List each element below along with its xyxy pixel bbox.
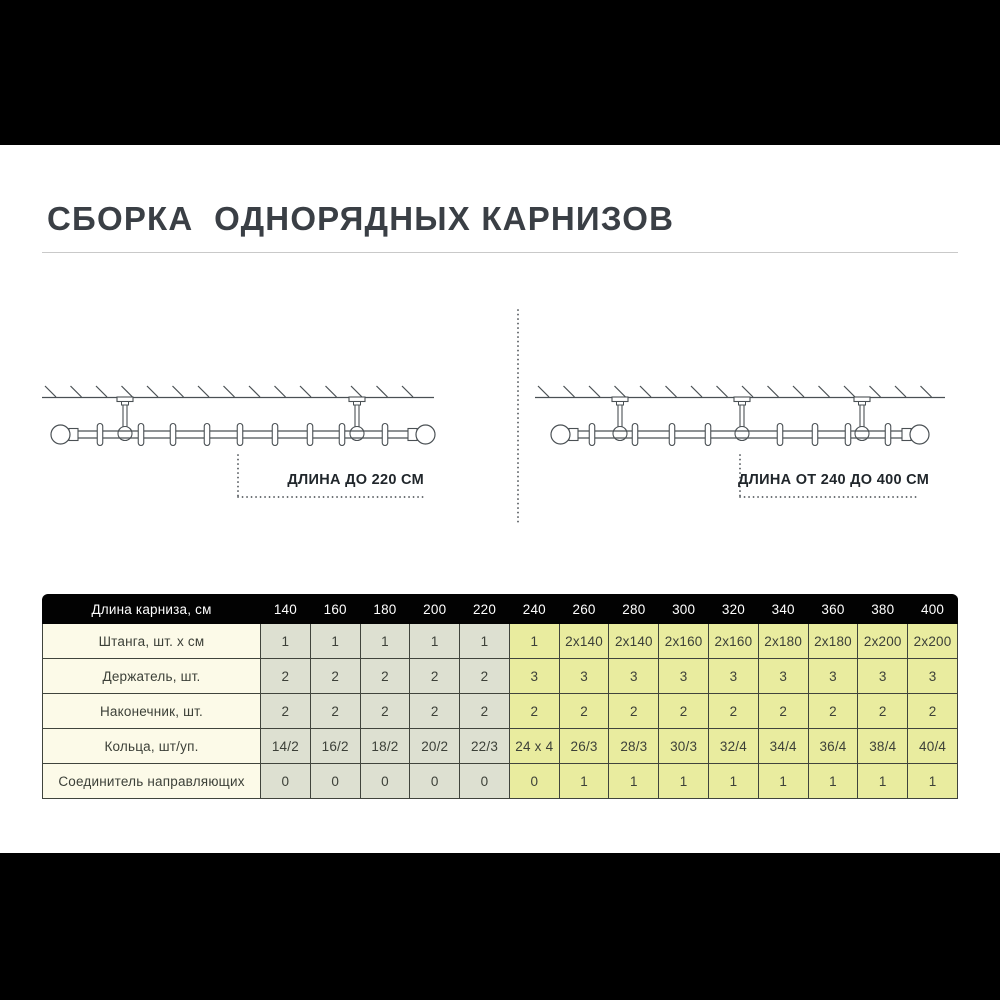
table-cell: 2 bbox=[659, 694, 709, 729]
bracket bbox=[349, 397, 365, 441]
table-cell: 2x180 bbox=[758, 624, 808, 659]
bracket-neck bbox=[859, 402, 866, 406]
table-cell: 3 bbox=[758, 659, 808, 694]
ceiling-hatch bbox=[819, 386, 830, 397]
ceiling-hatch bbox=[895, 386, 906, 397]
ceiling-hatch bbox=[615, 386, 626, 397]
page-title: СБОРКА ОДНОРЯДНЫХ КАРНИЗОВ bbox=[47, 200, 675, 237]
table-cell: 1 bbox=[261, 624, 311, 659]
table-cell: 2x200 bbox=[908, 624, 958, 659]
ceiling-hatch bbox=[300, 386, 311, 397]
table-cell: 2 bbox=[261, 694, 311, 729]
row-label-cell: Штанга, шт. x см bbox=[43, 624, 261, 659]
ceiling-hatch bbox=[666, 386, 677, 397]
table-cell: 1 bbox=[609, 764, 659, 799]
table-cell: 3 bbox=[609, 659, 659, 694]
ceiling-hatch bbox=[224, 386, 235, 397]
header-col-380: 380 bbox=[858, 595, 908, 624]
row-label-cell: Кольца, шт/уп. bbox=[43, 729, 261, 764]
curtain-ring bbox=[307, 424, 313, 446]
ceiling-hatch bbox=[402, 386, 413, 397]
finial-ball bbox=[51, 425, 70, 444]
table-cell: 22/3 bbox=[460, 729, 510, 764]
curtain-ring bbox=[885, 424, 891, 446]
bracket-neck bbox=[739, 402, 746, 406]
table-row bbox=[43, 729, 958, 764]
bracket-neck bbox=[354, 402, 361, 406]
table-cell: 1 bbox=[908, 764, 958, 799]
ceiling-hatch bbox=[538, 386, 549, 397]
ceiling-hatch bbox=[742, 386, 753, 397]
curtain-ring bbox=[138, 424, 144, 446]
table-cell: 2 bbox=[858, 694, 908, 729]
table-cell: 3 bbox=[509, 659, 559, 694]
ceiling-hatch bbox=[249, 386, 260, 397]
table-cell: 24 x 4 bbox=[509, 729, 559, 764]
table-row bbox=[43, 764, 958, 799]
header-col-320: 320 bbox=[709, 595, 759, 624]
bracket-flange bbox=[734, 397, 750, 402]
table-cell: 0 bbox=[509, 764, 559, 799]
header-col-160: 160 bbox=[310, 595, 360, 624]
header-col-280: 280 bbox=[609, 595, 659, 624]
curtain-ring bbox=[272, 424, 278, 446]
curtain-ring bbox=[237, 424, 243, 446]
header-col-300: 300 bbox=[659, 595, 709, 624]
bracket-flange bbox=[117, 397, 133, 402]
ceiling-hatch bbox=[870, 386, 881, 397]
header-col-340: 340 bbox=[758, 595, 808, 624]
bracket-flange bbox=[349, 397, 365, 402]
table-cell: 3 bbox=[659, 659, 709, 694]
table-cell: 2x160 bbox=[709, 624, 759, 659]
row-label-cell: Соединитель направляющих bbox=[43, 764, 261, 799]
parts-table bbox=[42, 594, 958, 799]
table-cell: 0 bbox=[410, 764, 460, 799]
table-cell: 0 bbox=[360, 764, 410, 799]
table-cell: 2 bbox=[808, 694, 858, 729]
table-row bbox=[43, 659, 958, 694]
table-row bbox=[43, 694, 958, 729]
table-cell: 40/4 bbox=[908, 729, 958, 764]
ceiling-hatch bbox=[45, 386, 56, 397]
ceiling-hatch bbox=[351, 386, 362, 397]
ceiling-hatch bbox=[691, 386, 702, 397]
curtain-ring bbox=[589, 424, 595, 446]
table-cell: 14/2 bbox=[261, 729, 311, 764]
ceiling-hatch bbox=[921, 386, 932, 397]
ceiling-hatch bbox=[275, 386, 286, 397]
header-col-400: 400 bbox=[908, 595, 958, 624]
bracket bbox=[734, 397, 750, 441]
curtain-ring bbox=[845, 424, 851, 446]
table-cell: 0 bbox=[261, 764, 311, 799]
ceiling-hatch bbox=[717, 386, 728, 397]
table-cell: 18/2 bbox=[360, 729, 410, 764]
ceiling-hatch bbox=[326, 386, 337, 397]
table-cell: 2 bbox=[908, 694, 958, 729]
curtain-ring bbox=[204, 424, 210, 446]
table-cell: 2 bbox=[310, 694, 360, 729]
table-cell: 1 bbox=[808, 764, 858, 799]
bracket bbox=[612, 397, 628, 441]
bracket bbox=[854, 397, 870, 441]
curtain-ring bbox=[777, 424, 783, 446]
curtain-ring bbox=[705, 424, 711, 446]
length-label-short: ДЛИНА ДО 220 СМ bbox=[287, 472, 424, 488]
table-cell: 2 bbox=[410, 694, 460, 729]
table-cell: 1 bbox=[310, 624, 360, 659]
header-col-220: 220 bbox=[460, 595, 510, 624]
finial-ball bbox=[416, 425, 435, 444]
table-cell: 28/3 bbox=[609, 729, 659, 764]
table-cell: 1 bbox=[559, 764, 609, 799]
curtain-ring bbox=[170, 424, 176, 446]
table-cell: 2 bbox=[460, 694, 510, 729]
curtain-ring bbox=[382, 424, 388, 446]
ceiling-hatch bbox=[198, 386, 209, 397]
length-label-long: ДЛИНА ОТ 240 ДО 400 СМ bbox=[738, 472, 930, 488]
row-label-cell: Держатель, шт. bbox=[43, 659, 261, 694]
ceiling-hatch bbox=[589, 386, 600, 397]
table-cell: 3 bbox=[808, 659, 858, 694]
table-cell: 2 bbox=[758, 694, 808, 729]
table-cell: 2x200 bbox=[858, 624, 908, 659]
header-col-360: 360 bbox=[808, 595, 858, 624]
parts-table-wrapper bbox=[42, 594, 958, 799]
table-cell: 2 bbox=[460, 659, 510, 694]
row-label-cell: Наконечник, шт. bbox=[43, 694, 261, 729]
header-col-140: 140 bbox=[261, 595, 311, 624]
curtain-ring bbox=[97, 424, 103, 446]
table-row bbox=[43, 624, 958, 659]
table-cell: 0 bbox=[310, 764, 360, 799]
curtain-ring bbox=[339, 424, 345, 446]
table-cell: 2 bbox=[410, 659, 460, 694]
ceiling-hatch bbox=[173, 386, 184, 397]
ceiling-hatch bbox=[147, 386, 158, 397]
table-cell: 2 bbox=[310, 659, 360, 694]
table-cell: 38/4 bbox=[858, 729, 908, 764]
ceiling-hatch bbox=[768, 386, 779, 397]
table-cell: 34/4 bbox=[758, 729, 808, 764]
curtain-ring bbox=[669, 424, 675, 446]
table-cell: 36/4 bbox=[808, 729, 858, 764]
cornice-diagram-short bbox=[42, 386, 435, 446]
table-cell: 1 bbox=[509, 624, 559, 659]
table-cell: 16/2 bbox=[310, 729, 360, 764]
table-cell: 20/2 bbox=[410, 729, 460, 764]
header-col-200: 200 bbox=[410, 595, 460, 624]
table-cell: 1 bbox=[709, 764, 759, 799]
ceiling-hatch bbox=[564, 386, 575, 397]
finial-ball bbox=[910, 425, 929, 444]
table-cell: 1 bbox=[460, 624, 510, 659]
header-label-cell: Длина карниза, см bbox=[43, 595, 261, 624]
table-cell: 2x160 bbox=[659, 624, 709, 659]
table-cell: 3 bbox=[908, 659, 958, 694]
table-cell: 2 bbox=[609, 694, 659, 729]
dimension-lines bbox=[238, 310, 930, 523]
table-header-row bbox=[43, 595, 958, 624]
table-cell: 3 bbox=[559, 659, 609, 694]
table-cell: 1 bbox=[858, 764, 908, 799]
table-cell: 2 bbox=[709, 694, 759, 729]
table-cell: 2x140 bbox=[559, 624, 609, 659]
table-body bbox=[43, 624, 958, 799]
table-cell: 26/3 bbox=[559, 729, 609, 764]
bracket-flange bbox=[612, 397, 628, 402]
table-cell: 32/4 bbox=[709, 729, 759, 764]
ceiling-hatch bbox=[377, 386, 388, 397]
curtain-ring bbox=[812, 424, 818, 446]
ceiling-hatch bbox=[793, 386, 804, 397]
table-cell: 1 bbox=[659, 764, 709, 799]
finial-ball bbox=[551, 425, 570, 444]
header-col-240: 240 bbox=[509, 595, 559, 624]
bracket-neck bbox=[122, 402, 129, 406]
bracket-flange bbox=[854, 397, 870, 402]
table-cell: 3 bbox=[709, 659, 759, 694]
ceiling-hatch bbox=[122, 386, 133, 397]
table-cell: 2x140 bbox=[609, 624, 659, 659]
curtain-ring bbox=[632, 424, 638, 446]
table-cell: 1 bbox=[410, 624, 460, 659]
table-cell: 30/3 bbox=[659, 729, 709, 764]
cornice-diagram-long bbox=[535, 386, 945, 446]
table-cell: 2 bbox=[360, 659, 410, 694]
header-col-260: 260 bbox=[559, 595, 609, 624]
table-cell: 2 bbox=[261, 659, 311, 694]
table-cell: 2 bbox=[360, 694, 410, 729]
bracket-neck bbox=[617, 402, 624, 406]
table-cell: 0 bbox=[460, 764, 510, 799]
ceiling-hatch bbox=[71, 386, 82, 397]
table-cell: 3 bbox=[858, 659, 908, 694]
header-col-180: 180 bbox=[360, 595, 410, 624]
table-cell: 2 bbox=[559, 694, 609, 729]
ceiling-hatch bbox=[844, 386, 855, 397]
table-cell: 2 bbox=[509, 694, 559, 729]
ceiling-hatch bbox=[96, 386, 107, 397]
table-cell: 1 bbox=[360, 624, 410, 659]
ceiling-hatch bbox=[640, 386, 651, 397]
bracket bbox=[117, 397, 133, 441]
table-cell: 2x180 bbox=[808, 624, 858, 659]
table-cell: 1 bbox=[758, 764, 808, 799]
